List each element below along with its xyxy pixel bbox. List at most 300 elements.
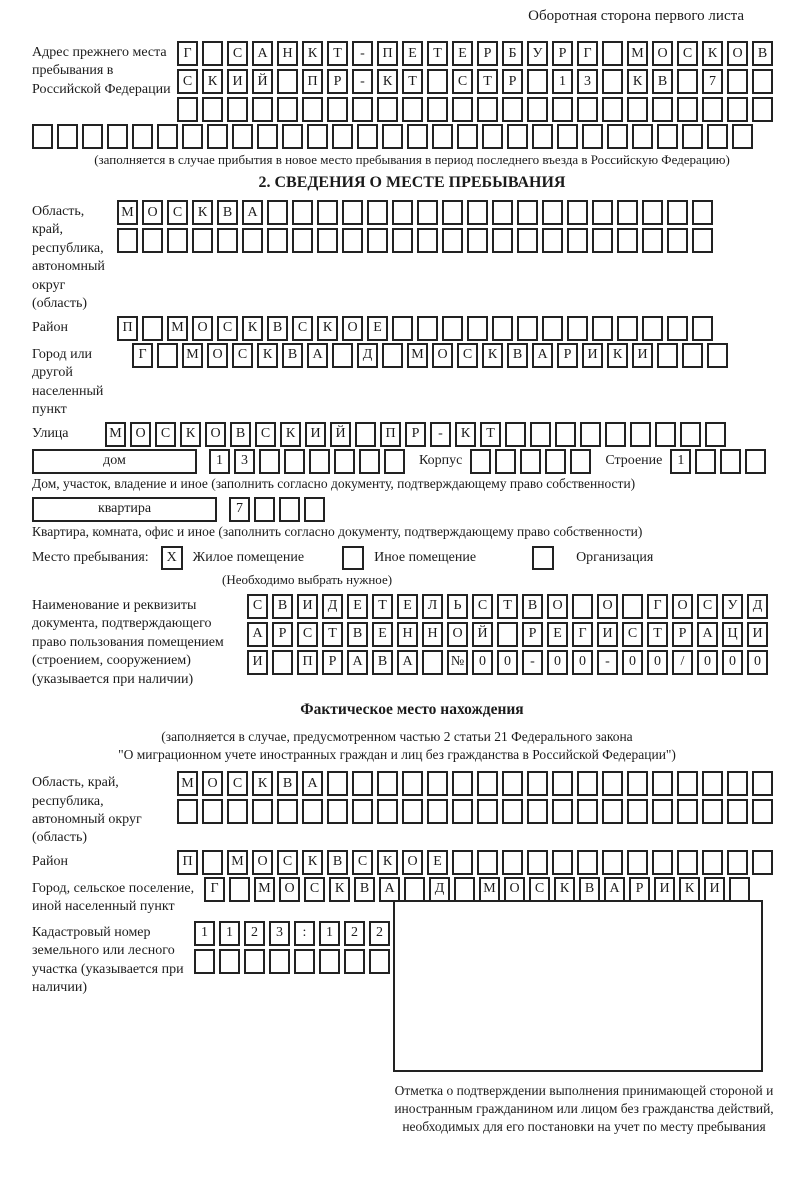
form-cell[interactable]: [577, 850, 598, 875]
form-cell[interactable]: [752, 97, 773, 122]
form-cell[interactable]: [727, 69, 748, 94]
form-cell[interactable]: И: [297, 594, 318, 619]
form-cell[interactable]: С: [277, 850, 298, 875]
form-cell[interactable]: К: [280, 422, 301, 447]
form-cell[interactable]: [452, 771, 473, 796]
form-cell[interactable]: И: [247, 650, 268, 675]
form-cell[interactable]: [272, 650, 293, 675]
form-cell[interactable]: [309, 449, 330, 474]
form-cell[interactable]: [542, 316, 563, 341]
form-cell[interactable]: [382, 124, 403, 149]
form-cell[interactable]: Т: [402, 69, 423, 94]
form-cell[interactable]: И: [305, 422, 326, 447]
form-cell[interactable]: 2: [369, 921, 390, 946]
form-cell[interactable]: [177, 799, 198, 824]
form-cell[interactable]: [117, 228, 138, 253]
form-cell[interactable]: -: [352, 41, 373, 66]
form-cell[interactable]: [422, 650, 443, 675]
form-cell[interactable]: 0: [647, 650, 668, 675]
form-cell[interactable]: [727, 97, 748, 122]
form-cell[interactable]: [477, 799, 498, 824]
form-cell[interactable]: [402, 97, 423, 122]
form-cell[interactable]: С: [247, 594, 268, 619]
form-cell[interactable]: [282, 124, 303, 149]
form-cell[interactable]: П: [380, 422, 401, 447]
form-cell[interactable]: [752, 850, 773, 875]
form-cell[interactable]: [344, 949, 365, 974]
form-cell[interactable]: О: [207, 343, 228, 368]
form-cell[interactable]: [157, 343, 178, 368]
form-cell[interactable]: [552, 850, 573, 875]
form-cell[interactable]: Й: [252, 69, 273, 94]
form-cell[interactable]: [495, 449, 516, 474]
form-cell[interactable]: [182, 124, 203, 149]
form-cell[interactable]: [695, 449, 716, 474]
form-cell[interactable]: [177, 97, 198, 122]
form-cell[interactable]: [207, 124, 228, 149]
form-cell[interactable]: [520, 449, 541, 474]
form-cell[interactable]: [692, 316, 713, 341]
form-cell[interactable]: В: [372, 650, 393, 675]
form-cell[interactable]: Р: [557, 343, 578, 368]
form-cell[interactable]: [269, 949, 290, 974]
form-cell[interactable]: 3: [269, 921, 290, 946]
form-cell[interactable]: [677, 799, 698, 824]
form-cell[interactable]: [682, 124, 703, 149]
form-cell[interactable]: [752, 799, 773, 824]
form-cell[interactable]: О: [202, 771, 223, 796]
form-cell[interactable]: К: [257, 343, 278, 368]
form-cell[interactable]: [667, 228, 688, 253]
form-cell[interactable]: [377, 771, 398, 796]
form-cell[interactable]: [492, 316, 513, 341]
form-cell[interactable]: [452, 97, 473, 122]
form-cell[interactable]: [517, 200, 538, 225]
form-cell[interactable]: Т: [322, 622, 343, 647]
form-cell[interactable]: [655, 422, 676, 447]
form-cell[interactable]: [82, 124, 103, 149]
form-cell[interactable]: У: [527, 41, 548, 66]
form-cell[interactable]: [357, 124, 378, 149]
form-cell[interactable]: [307, 124, 328, 149]
form-cell[interactable]: А: [252, 41, 273, 66]
form-cell[interactable]: [157, 124, 178, 149]
form-cell[interactable]: [492, 228, 513, 253]
form-cell[interactable]: [477, 850, 498, 875]
form-cell[interactable]: [417, 316, 438, 341]
form-cell[interactable]: [567, 228, 588, 253]
form-cell[interactable]: [367, 228, 388, 253]
form-cell[interactable]: [107, 124, 128, 149]
form-cell[interactable]: П: [377, 41, 398, 66]
form-cell[interactable]: [667, 316, 688, 341]
form-cell[interactable]: И: [597, 622, 618, 647]
form-cell[interactable]: О: [672, 594, 693, 619]
form-cell[interactable]: Р: [552, 41, 573, 66]
form-cell[interactable]: [517, 316, 538, 341]
form-cell[interactable]: О: [142, 200, 163, 225]
form-cell[interactable]: [652, 97, 673, 122]
form-cell[interactable]: А: [302, 771, 323, 796]
form-cell[interactable]: 1: [319, 921, 340, 946]
form-cell[interactable]: Г: [177, 41, 198, 66]
form-cell[interactable]: [232, 124, 253, 149]
form-cell[interactable]: С: [457, 343, 478, 368]
form-cell[interactable]: [402, 771, 423, 796]
checkbox-residential[interactable]: X: [161, 546, 183, 570]
form-cell[interactable]: [167, 228, 188, 253]
form-cell[interactable]: И: [654, 877, 675, 902]
form-cell[interactable]: А: [242, 200, 263, 225]
form-cell[interactable]: С: [177, 69, 198, 94]
form-cell[interactable]: [570, 449, 591, 474]
form-cell[interactable]: [477, 97, 498, 122]
form-cell[interactable]: [227, 799, 248, 824]
form-cell[interactable]: К: [329, 877, 350, 902]
form-cell[interactable]: [707, 124, 728, 149]
form-cell[interactable]: А: [247, 622, 268, 647]
form-cell[interactable]: [627, 771, 648, 796]
form-cell[interactable]: Г: [572, 622, 593, 647]
form-cell[interactable]: Н: [422, 622, 443, 647]
form-cell[interactable]: [745, 449, 766, 474]
form-cell[interactable]: Д: [357, 343, 378, 368]
form-cell[interactable]: 7: [229, 497, 250, 522]
form-cell[interactable]: [452, 850, 473, 875]
form-cell[interactable]: О: [205, 422, 226, 447]
form-cell[interactable]: [702, 97, 723, 122]
form-cell[interactable]: С: [622, 622, 643, 647]
form-cell[interactable]: [382, 343, 403, 368]
form-cell[interactable]: [642, 228, 663, 253]
form-cell[interactable]: 0: [622, 650, 643, 675]
form-cell[interactable]: [277, 799, 298, 824]
form-cell[interactable]: К: [192, 200, 213, 225]
form-cell[interactable]: [702, 799, 723, 824]
form-cell[interactable]: [527, 69, 548, 94]
form-cell[interactable]: Г: [647, 594, 668, 619]
form-cell[interactable]: [607, 124, 628, 149]
form-cell[interactable]: [367, 200, 388, 225]
form-cell[interactable]: [542, 228, 563, 253]
form-cell[interactable]: [527, 850, 548, 875]
form-cell[interactable]: 2: [344, 921, 365, 946]
form-cell[interactable]: [732, 124, 753, 149]
form-cell[interactable]: Д: [322, 594, 343, 619]
form-cell[interactable]: [497, 622, 518, 647]
form-cell[interactable]: В: [652, 69, 673, 94]
form-cell[interactable]: [427, 799, 448, 824]
form-cell[interactable]: [552, 97, 573, 122]
form-cell[interactable]: Р: [522, 622, 543, 647]
form-cell[interactable]: Р: [477, 41, 498, 66]
form-cell[interactable]: Ц: [722, 622, 743, 647]
form-cell[interactable]: [202, 97, 223, 122]
form-cell[interactable]: [602, 799, 623, 824]
form-cell[interactable]: [304, 497, 325, 522]
form-cell[interactable]: [392, 316, 413, 341]
form-cell[interactable]: [702, 850, 723, 875]
form-cell[interactable]: О: [547, 594, 568, 619]
form-cell[interactable]: 0: [547, 650, 568, 675]
form-cell[interactable]: М: [117, 200, 138, 225]
form-cell[interactable]: Р: [405, 422, 426, 447]
form-cell[interactable]: [319, 949, 340, 974]
form-cell[interactable]: [605, 422, 626, 447]
form-cell[interactable]: 0: [472, 650, 493, 675]
form-cell[interactable]: А: [347, 650, 368, 675]
form-cell[interactable]: Е: [427, 850, 448, 875]
form-cell[interactable]: С: [529, 877, 550, 902]
form-cell[interactable]: [622, 594, 643, 619]
form-cell[interactable]: [352, 799, 373, 824]
form-cell[interactable]: В: [277, 771, 298, 796]
form-cell[interactable]: 0: [747, 650, 768, 675]
form-cell[interactable]: У: [722, 594, 743, 619]
form-cell[interactable]: [32, 124, 53, 149]
form-cell[interactable]: О: [727, 41, 748, 66]
form-cell[interactable]: [202, 799, 223, 824]
form-cell[interactable]: [517, 228, 538, 253]
form-cell[interactable]: [527, 97, 548, 122]
form-cell[interactable]: Т: [477, 69, 498, 94]
form-cell[interactable]: [132, 124, 153, 149]
form-cell[interactable]: [627, 799, 648, 824]
form-cell[interactable]: [692, 228, 713, 253]
form-cell[interactable]: [682, 343, 703, 368]
form-cell[interactable]: [470, 449, 491, 474]
form-cell[interactable]: П: [297, 650, 318, 675]
form-cell[interactable]: Д: [429, 877, 450, 902]
form-cell[interactable]: [677, 69, 698, 94]
form-cell[interactable]: [217, 228, 238, 253]
form-cell[interactable]: [705, 422, 726, 447]
form-cell[interactable]: С: [155, 422, 176, 447]
form-cell[interactable]: С: [227, 771, 248, 796]
form-cell[interactable]: [527, 771, 548, 796]
form-cell[interactable]: [327, 97, 348, 122]
form-cell[interactable]: М: [254, 877, 275, 902]
form-cell[interactable]: М: [167, 316, 188, 341]
form-cell[interactable]: К: [455, 422, 476, 447]
form-cell[interactable]: Й: [330, 422, 351, 447]
form-cell[interactable]: [384, 449, 405, 474]
form-cell[interactable]: [352, 771, 373, 796]
form-cell[interactable]: [252, 799, 273, 824]
form-cell[interactable]: А: [604, 877, 625, 902]
form-cell[interactable]: [642, 316, 663, 341]
form-cell[interactable]: А: [307, 343, 328, 368]
form-cell[interactable]: Й: [472, 622, 493, 647]
form-cell[interactable]: 3: [577, 69, 598, 94]
form-cell[interactable]: К: [679, 877, 700, 902]
form-cell[interactable]: Т: [480, 422, 501, 447]
form-cell[interactable]: [727, 850, 748, 875]
form-cell[interactable]: 7: [702, 69, 723, 94]
form-cell[interactable]: Р: [327, 69, 348, 94]
form-cell[interactable]: [567, 200, 588, 225]
form-cell[interactable]: [602, 69, 623, 94]
form-cell[interactable]: В: [282, 343, 303, 368]
form-cell[interactable]: Т: [427, 41, 448, 66]
form-cell[interactable]: В: [347, 622, 368, 647]
form-cell[interactable]: М: [407, 343, 428, 368]
form-cell[interactable]: [392, 228, 413, 253]
form-cell[interactable]: С: [677, 41, 698, 66]
form-cell[interactable]: [467, 228, 488, 253]
form-cell[interactable]: [457, 124, 478, 149]
form-cell[interactable]: [527, 799, 548, 824]
form-cell[interactable]: 0: [497, 650, 518, 675]
form-cell[interactable]: [242, 228, 263, 253]
form-cell[interactable]: Е: [347, 594, 368, 619]
form-cell[interactable]: В: [327, 850, 348, 875]
form-cell[interactable]: -: [597, 650, 618, 675]
form-cell[interactable]: [657, 124, 678, 149]
form-cell[interactable]: А: [397, 650, 418, 675]
form-cell[interactable]: [552, 771, 573, 796]
form-cell[interactable]: К: [252, 771, 273, 796]
form-cell[interactable]: О: [504, 877, 525, 902]
form-cell[interactable]: К: [627, 69, 648, 94]
form-cell[interactable]: [294, 949, 315, 974]
form-cell[interactable]: [627, 97, 648, 122]
form-cell[interactable]: [252, 97, 273, 122]
form-cell[interactable]: №: [447, 650, 468, 675]
form-cell[interactable]: Е: [452, 41, 473, 66]
form-cell[interactable]: [702, 771, 723, 796]
form-cell[interactable]: [602, 41, 623, 66]
form-cell[interactable]: К: [180, 422, 201, 447]
form-cell[interactable]: 3: [234, 449, 255, 474]
form-cell[interactable]: [692, 200, 713, 225]
form-cell[interactable]: [577, 771, 598, 796]
form-cell[interactable]: [327, 771, 348, 796]
checkbox-organization[interactable]: [532, 546, 554, 570]
form-cell[interactable]: [407, 124, 428, 149]
form-cell[interactable]: С: [297, 622, 318, 647]
form-cell[interactable]: [452, 799, 473, 824]
form-cell[interactable]: [467, 200, 488, 225]
form-cell[interactable]: Д: [747, 594, 768, 619]
form-cell[interactable]: [355, 422, 376, 447]
form-cell[interactable]: [680, 422, 701, 447]
form-cell[interactable]: [402, 799, 423, 824]
form-cell[interactable]: 2: [244, 921, 265, 946]
form-cell[interactable]: [442, 228, 463, 253]
form-cell[interactable]: С: [227, 41, 248, 66]
form-cell[interactable]: [592, 316, 613, 341]
form-cell[interactable]: [505, 422, 526, 447]
form-cell[interactable]: [627, 850, 648, 875]
form-cell[interactable]: К: [377, 850, 398, 875]
form-cell[interactable]: Т: [327, 41, 348, 66]
form-cell[interactable]: [617, 200, 638, 225]
form-cell[interactable]: К: [482, 343, 503, 368]
form-cell[interactable]: [530, 422, 551, 447]
form-cell[interactable]: [477, 771, 498, 796]
form-cell[interactable]: [592, 200, 613, 225]
form-cell[interactable]: [545, 449, 566, 474]
form-cell[interactable]: [417, 228, 438, 253]
form-cell[interactable]: Т: [372, 594, 393, 619]
form-cell[interactable]: К: [607, 343, 628, 368]
form-cell[interactable]: [572, 594, 593, 619]
form-cell[interactable]: Р: [502, 69, 523, 94]
form-cell[interactable]: [602, 771, 623, 796]
form-cell[interactable]: [332, 124, 353, 149]
form-cell[interactable]: О: [447, 622, 468, 647]
form-cell[interactable]: [427, 97, 448, 122]
form-cell[interactable]: [202, 41, 223, 66]
form-cell[interactable]: [642, 200, 663, 225]
form-cell[interactable]: [229, 877, 250, 902]
form-cell[interactable]: В: [579, 877, 600, 902]
form-cell[interactable]: [377, 97, 398, 122]
form-cell[interactable]: Е: [547, 622, 568, 647]
form-cell[interactable]: Б: [502, 41, 523, 66]
form-cell[interactable]: С: [167, 200, 188, 225]
form-cell[interactable]: [652, 799, 673, 824]
form-cell[interactable]: [317, 200, 338, 225]
form-cell[interactable]: [219, 949, 240, 974]
form-cell[interactable]: [332, 343, 353, 368]
form-cell[interactable]: [677, 850, 698, 875]
form-cell[interactable]: [552, 799, 573, 824]
form-cell[interactable]: [727, 799, 748, 824]
form-cell[interactable]: С: [452, 69, 473, 94]
form-cell[interactable]: [327, 799, 348, 824]
form-cell[interactable]: [677, 771, 698, 796]
form-cell[interactable]: М: [479, 877, 500, 902]
form-cell[interactable]: И: [582, 343, 603, 368]
form-cell[interactable]: [502, 850, 523, 875]
form-cell[interactable]: И: [227, 69, 248, 94]
form-cell[interactable]: /: [672, 650, 693, 675]
form-cell[interactable]: Г: [204, 877, 225, 902]
form-cell[interactable]: 0: [722, 650, 743, 675]
form-cell[interactable]: А: [697, 622, 718, 647]
form-cell[interactable]: [194, 949, 215, 974]
form-cell[interactable]: [592, 228, 613, 253]
form-cell[interactable]: :: [294, 921, 315, 946]
form-cell[interactable]: [284, 449, 305, 474]
form-cell[interactable]: [707, 343, 728, 368]
form-cell[interactable]: 1: [219, 921, 240, 946]
form-cell[interactable]: А: [532, 343, 553, 368]
form-cell[interactable]: [302, 799, 323, 824]
form-cell[interactable]: [454, 877, 475, 902]
form-cell[interactable]: [227, 97, 248, 122]
form-cell[interactable]: [467, 316, 488, 341]
form-cell[interactable]: 1: [194, 921, 215, 946]
form-cell[interactable]: В: [272, 594, 293, 619]
form-cell[interactable]: -: [430, 422, 451, 447]
form-cell[interactable]: [292, 228, 313, 253]
form-cell[interactable]: И: [632, 343, 653, 368]
form-cell[interactable]: С: [292, 316, 313, 341]
form-cell[interactable]: [432, 124, 453, 149]
form-cell[interactable]: Р: [672, 622, 693, 647]
form-cell[interactable]: -: [352, 69, 373, 94]
form-cell[interactable]: [442, 200, 463, 225]
form-cell[interactable]: В: [507, 343, 528, 368]
form-cell[interactable]: Р: [322, 650, 343, 675]
form-cell[interactable]: [359, 449, 380, 474]
form-cell[interactable]: [254, 497, 275, 522]
form-cell[interactable]: Т: [497, 594, 518, 619]
form-cell[interactable]: [602, 850, 623, 875]
